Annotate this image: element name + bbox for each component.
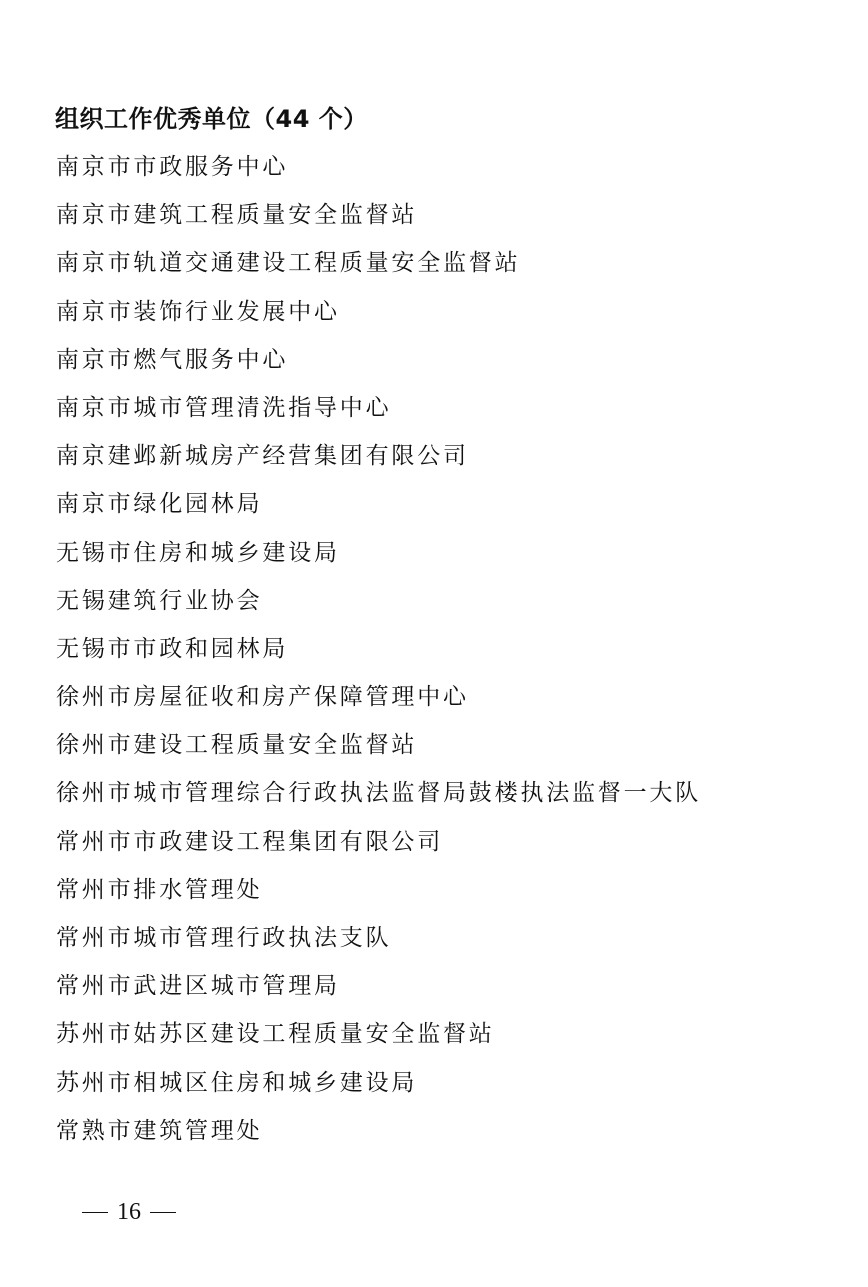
unit-list-item: 常州市排水管理处 (56, 876, 263, 903)
unit-list-item: 无锡建筑行业协会 (56, 587, 263, 614)
unit-list-item: 南京市绿化园林局 (56, 491, 263, 518)
unit-list-item: 苏州市姑苏区建设工程质量安全监督站 (56, 1021, 495, 1048)
unit-list-item: 南京市城市管理清洗指导中心 (56, 394, 392, 421)
unit-list-item: 徐州市房屋征收和房产保障管理中心 (56, 684, 469, 711)
page-footer (82, 1194, 176, 1230)
unit-list-item: 南京市燃气服务中心 (56, 346, 289, 373)
unit-list-item: 南京市建筑工程质量安全监督站 (56, 202, 418, 229)
unit-list-item: 常州市市政建设工程集团有限公司 (56, 828, 443, 855)
unit-list-item: 徐州市建设工程质量安全监督站 (56, 732, 418, 759)
unit-list-item: 南京市装饰行业发展中心 (56, 298, 340, 325)
unit-list-item: 南京建邺新城房产经营集团有限公司 (56, 443, 469, 470)
page-number: 16 (117, 1199, 141, 1225)
unit-list-item: 徐州市城市管理综合行政执法监督局鼓楼执法监督一大队 (56, 780, 701, 807)
unit-list (56, 147, 701, 1159)
unit-list-item: 南京市轨道交通建设工程质量安全监督站 (56, 250, 521, 277)
unit-list-item: 南京市市政服务中心 (56, 154, 289, 180)
unit-list-item: 苏州市相城区住房和城乡建设局 (56, 1069, 418, 1096)
left-dash (82, 1212, 108, 1214)
unit-list-item: 常熟市建筑管理处 (56, 1117, 263, 1144)
unit-list-item: 常州市城市管理行政执法支队 (56, 925, 392, 951)
unit-list-item: 无锡市市政和园林局 (56, 635, 289, 662)
unit-list-item: 常州市武进区城市管理局 (56, 973, 340, 1000)
right-dash (150, 1212, 176, 1214)
section-heading: 组织工作优秀单位（44 个） (55, 105, 368, 133)
unit-list-item: 无锡市住房和城乡建设局 (56, 539, 340, 566)
